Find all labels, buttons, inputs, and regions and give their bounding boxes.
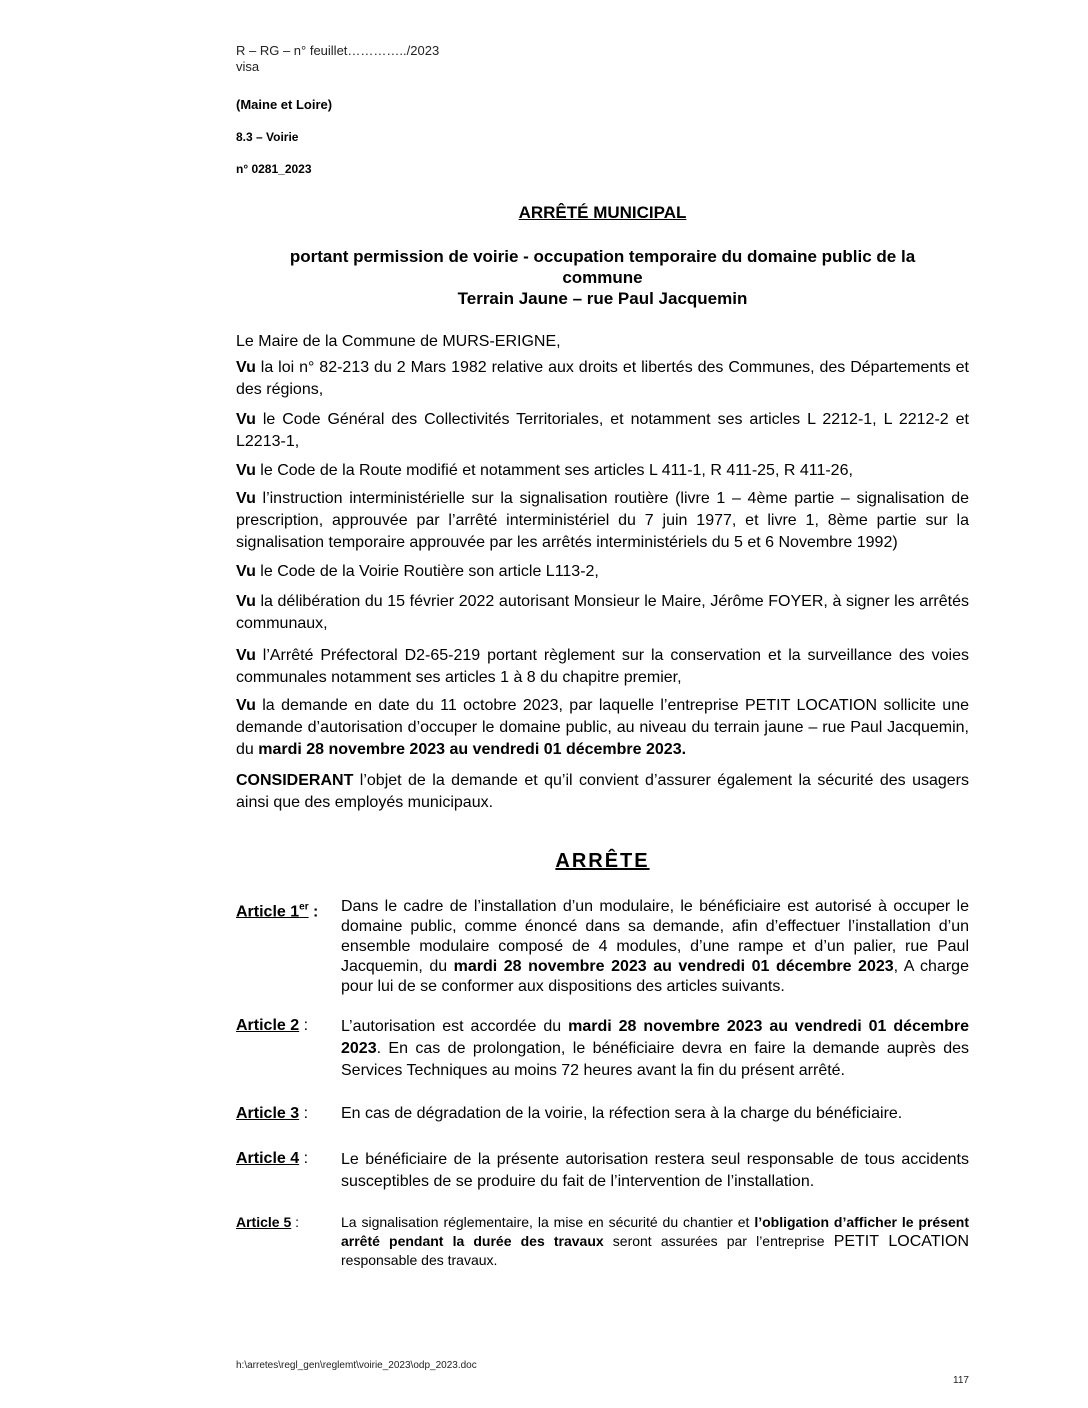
subtitle-line-1: portant permission de voirie - occupation temporaire du domaine public de la — [289, 247, 916, 266]
article-colon: : — [299, 1105, 309, 1122]
consideration-text: l’objet de la demande et qu’il convient d’assurer également la sécurité des usagers ainsi que des employés municipaux. — [236, 772, 969, 811]
arrete-heading: ARRÊTE — [555, 850, 650, 872]
page-number: 117 — [953, 1375, 969, 1386]
consideration-9 — [236, 770, 969, 814]
article-1-label: Article 1er : — [236, 902, 319, 921]
consideration-lead: Vu — [236, 647, 256, 664]
consideration-text: le Code de la Route modifié et notamment ses articles L 411-1, R 411-25, R 411-26, — [255, 462, 853, 479]
category-label: 8.3 – Voirie — [236, 130, 299, 144]
article-5-label: Article 5 : — [236, 1214, 300, 1230]
consideration-8 — [236, 695, 969, 761]
article-4-label: Article 4 : — [236, 1150, 309, 1167]
consideration-text: l’instruction interministérielle sur la signalisation routière (livre 1 – 4ème partie – signalisation de prescription, approuvée par l’arrêté interministériel du 7 juin 1977, et livre 1, 8ème partie sur la signalisation temporaire approuvée par les arrêtés interministériels du 5 et 6 Novembre 1992) — [236, 490, 969, 551]
article-2-label: Article 2 : — [236, 1017, 309, 1034]
decree-number: n° 0281_2023 — [236, 162, 312, 176]
article-2-text: L’autorisation est accordée du mardi 28 novembre 2023 au vendredi 01 décembre 2023. En cas de prolongation, le bénéficiaire devra en faire la demande auprès des Services Techniques au moins 72 heures avant la fin du présent arrêté. — [341, 1018, 969, 1079]
consideration-7 — [236, 645, 969, 689]
consideration-lead: Vu — [236, 563, 256, 580]
consideration-lead: CONSIDERANT — [236, 772, 354, 789]
consideration-text: la demande en date du 11 octobre 2023, par laquelle l’entreprise PETIT LOCATION sollicite une demande d’autorisation d’occuper le domaine public, au niveau du terrain jaune – rue Paul Jacquemin, du — [236, 697, 969, 758]
company-name: PETIT LOCATION — [833, 1233, 970, 1250]
article-3-text: En cas de dégradation de la voirie, la réfection sera à la charge du bénéficiaire. — [341, 1105, 903, 1122]
consideration-text: la délibération du 15 février 2022 autorisant Monsieur le Maire, Jérôme FOYER, à signer les arrêtés communaux, — [236, 593, 969, 632]
article-1-sup: er — [299, 902, 309, 913]
document-subtitle — [236, 246, 969, 309]
consideration-2 — [236, 409, 969, 453]
consideration-text: le Code Général des Collectivités Territoriales, et notamment ses articles L 2212-1, L 2212-2 et L2213-1, — [236, 411, 969, 450]
consideration-lead: Vu — [236, 462, 256, 479]
document-title: ARRÊTÉ MUNICIPAL — [518, 203, 687, 222]
article-3-label: Article 3 : — [236, 1105, 309, 1122]
consideration-4 — [236, 488, 969, 554]
consideration-text: le Code de la Voirie Routière son article L113-2, — [255, 563, 599, 580]
article-5-text: La signalisation réglementaire, la mise en sécurité du chantier et l’obligation d’afficher le présent arrêté pendant la durée des travaux seront assurées par l’entreprise PETIT LOCATION responsable des travaux. — [341, 1214, 970, 1268]
article-colon: : — [299, 1150, 309, 1167]
subtitle-line-2: commune — [562, 268, 643, 287]
article-colon: : — [308, 903, 319, 921]
intro-paragraph: Le Maire de la Commune de MURS-ERIGNE, — [236, 333, 561, 350]
visa-label: visa — [236, 59, 260, 74]
consideration-lead: Vu — [236, 697, 256, 714]
consideration-text: la loi n° 82-213 du 2 Mars 1982 relative aux droits et libertés des Communes, des Départements et des régions, — [236, 359, 969, 398]
consideration-text: l’Arrêté Préfectoral D2-65-219 portant règlement sur la conservation et la surveillance des voies communales notamment ses articles 1 à 8 du chapitre premier, — [236, 647, 969, 686]
department-label: (Maine et Loire) — [236, 97, 333, 112]
subtitle-line-3: Terrain Jaune – rue Paul Jacquemin — [457, 289, 748, 308]
consideration-lead: Vu — [236, 490, 256, 507]
article-4-text: Le bénéficiaire de la présente autorisation restera seul responsable de tous accidents susceptibles de se produire du fait de l’intervention de l’installation. — [341, 1151, 969, 1190]
article-5-obligation: l’obligation d’afficher le présent arrêté pendant la durée des travaux — [341, 1214, 969, 1249]
consideration-lead: Vu — [236, 411, 256, 428]
consideration-5 — [236, 561, 969, 583]
consideration-1 — [236, 357, 969, 401]
consideration-lead: Vu — [236, 593, 256, 610]
article-1-dates: mardi 28 novembre 2023 au vendredi 01 décembre 2023 — [453, 958, 894, 975]
article-1-text: Dans le cadre de l’installation d’un modulaire, le bénéficiaire est autorisé à occuper le domaine public, comme énoncé dans sa demande, afin d’effectuer l’installation d’un ensemble modulaire composé de 4 modules, d’une rampe et d’un palier, rue Paul Jacquemin, du mardi 28 novembre 2023 au vendredi 01 décembre 2023, A charge pour lui de se conformer aux dispositions des articles suivants. — [341, 898, 969, 995]
article-colon: : — [291, 1214, 300, 1230]
article-2-dates: mardi 28 novembre 2023 au vendredi 01 décembre 2023 — [341, 1018, 969, 1057]
reference-line: R – RG – n° feuillet…………../2023 — [236, 43, 440, 58]
file-path: h:\arretes\regl_gen\reglemt\voirie_2023\odp_2023.doc — [236, 1360, 477, 1371]
consideration-lead: Vu — [236, 359, 256, 376]
consideration-dates: mardi 28 novembre 2023 au vendredi 01 décembre 2023. — [258, 741, 687, 758]
consideration-3 — [236, 460, 969, 482]
consideration-6 — [236, 591, 969, 635]
article-colon: : — [299, 1017, 309, 1034]
